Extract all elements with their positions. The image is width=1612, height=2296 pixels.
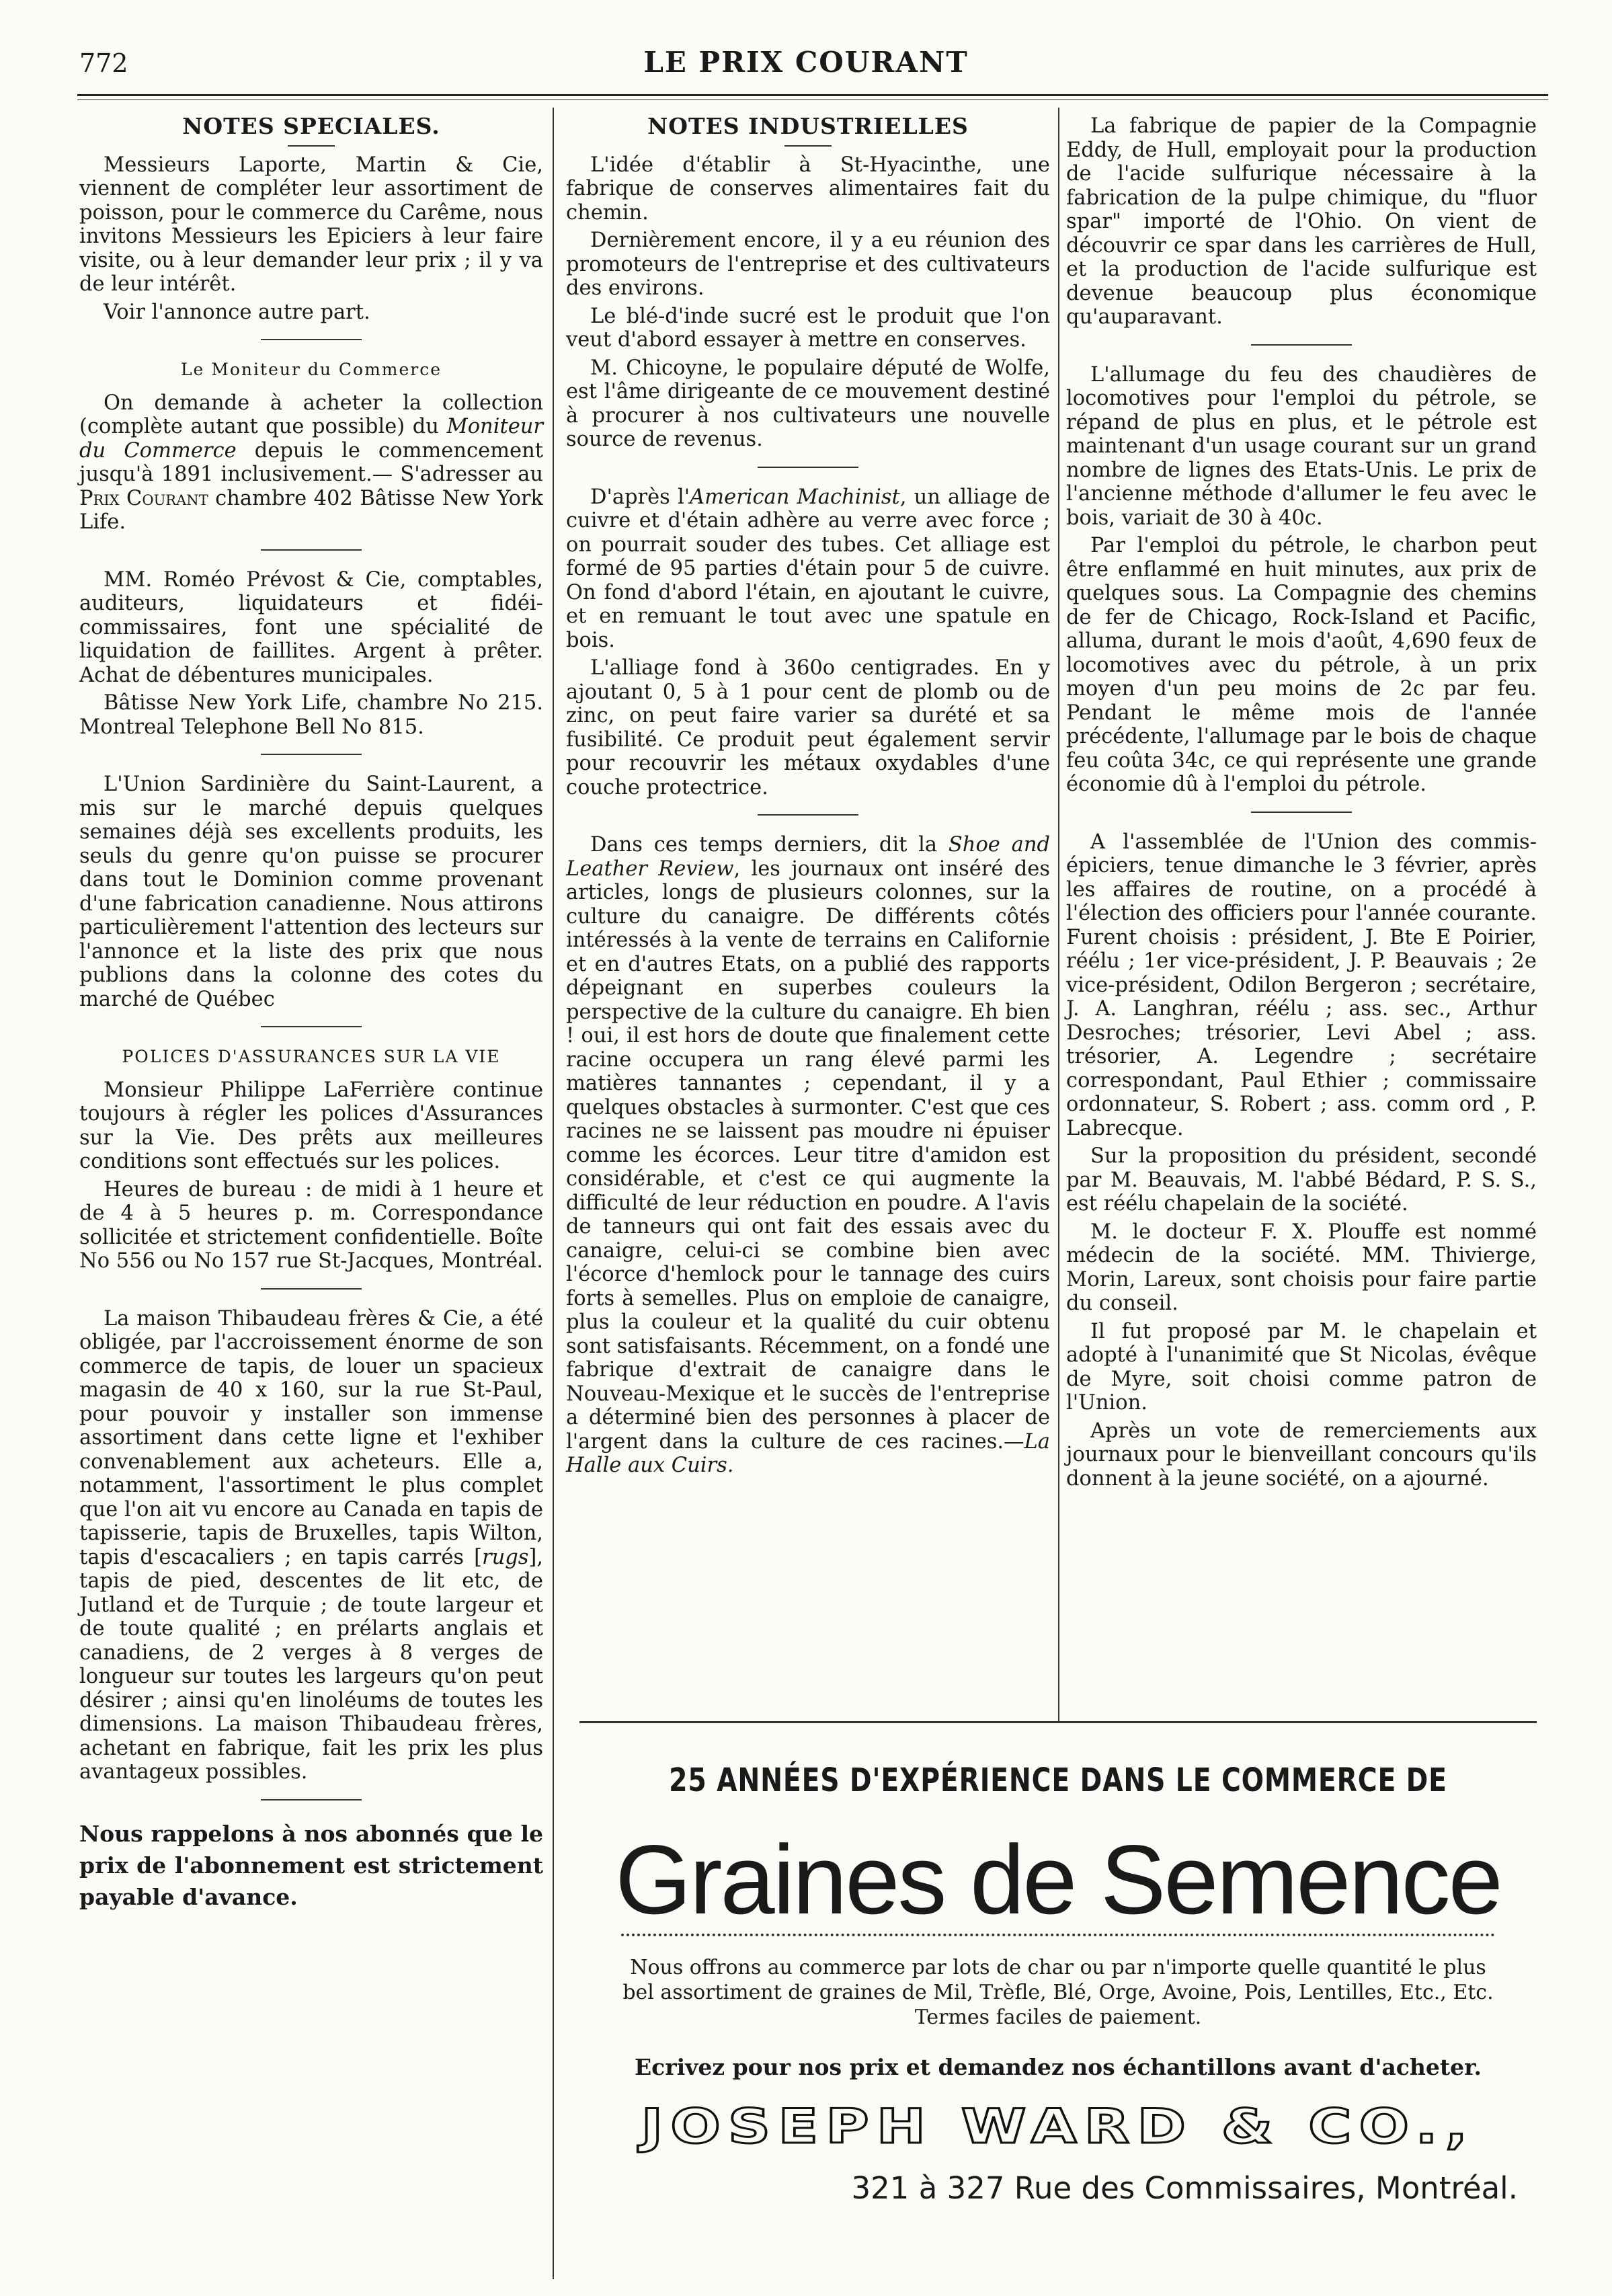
article-conserves-4: M. Chicoyne, le populaire député de Wolfe, est l'âme dirigeante de ce mouvement destiné à procurer à nos cultivateurs une nouvelle source de revenus. [566,356,1050,451]
article-conserves-3: Le blé-d'inde sucré est le produit que l'on veut d'abord essayer à mettre en conserves. [566,304,1050,352]
advertisement-rule [579,1721,1537,1723]
section-heading: NOTES SPECIALES. [182,113,440,139]
header-rule [77,94,1548,96]
ad-address: 321 à 327 Rue des Commissaires, Montréal. [851,2170,1518,2206]
article-conserves-2: Dernièrement encore, il y a eu réunion des promoteurs de l'entreprise et des cultivateurs des environs. [566,229,1050,300]
article-canaigre: Dans ces temps derniers, dit la Shoe and Leather Review, les journaux ont inséré des articles, longs de plusieurs colonnes, sur la culture du canaigre. De différents côtés intéressés à la vente de terrains en Californie et en d'autres Etats, on a publié des rapports dépeignant en superbes couleurs la perspective de la culture du canaigre. Eh bien ! oui, il est hors de doute que finalement cette racine occupera un rang élevé parmi les matières tannantes ; cependant, il y a quelques obstacles à surmonter. C'est que ces racines ne se laissent pas moudre ni épuiser comme les écorces. Leur titre d'amidon est considérable, et c'est ce qui augmente la difficulté de leur réduction en poudre. A l'avis de tanneurs qui ont fait des essais avec du canaigre, celui-ci se combine bien avec l'écorce d'hemlock pour le tannage des cuirs forts à semelles. Plus on emploie de canaigre, plus la couleur et la qualité du cuir obtenu sont satisfaisants. Récemment, on a fondé une fabrique d'extrait de canaigre dans le Nouveau-Mexique et le succès de l'entreprise a déterminé bien des personnes à placer de l'argent dans la culture de ces racines.—La Halle aux Cuirs. [566,833,1051,1477]
article-union-commis-3: M. le docteur F. X. Plouffe est nommé médecin de la société. MM. Thivierge, Morin, Lareux, sont choisis pour faire partie du conseil. [1066,1220,1537,1315]
article-sardiniere: L'Union Sardinière du Saint-Laurent, a mis sur le marché depuis quelques semaines déjà ses excellents produits, les seuls du genre qu'on puisse se procurer dans tout le Dominion comme provenant d'une fabrication canadienne. Nous attirons particulièrement l'attention des lecteurs sur l'annonce et la liste des prix que nous publions dans la colonne des cotes du marché de Québec [79,773,543,1011]
ad-product-title: Graines de Semence [615,1825,1501,1934]
article-moniteur: On demande à acheter la collection (complète autant que possible) du Moniteur du Commerce depuis le commencement jusqu'à 1891 inclusivement.— S'adresser au Prix Courant chambre 402 Bâtisse New York Life. [79,391,543,534]
column-divider-right [1058,108,1059,1721]
column-notes-speciales [79,114,543,2272]
separator [261,339,362,340]
article-thibaudeau: La maison Thibaudeau frères & Cie, a été obligée, par l'accroissement énorme de son commerce de tapis, de louer un spacieux magasin de 40 x 160, sur la rue St-Paul, pour pouvoir y installer son immense assortiment dans cette ligne et l'exhiber convenablement aux acheteurs. Elle a, notamment, l'assortiment le plus complet que l'on ait vu encore au Canada en tapis de tapisserie, tapis de Bruxelles, tapis Wilton, tapis d'escacaliers ; en tapis carrés [rugs], tapis de pied, descentes de lit etc, de Jutland et de Turquie ; de toute largeur et de toute qualité ; en prélarts anglais et canadiens, de 2 verges à 8 verges de longueur sur toutes les largeurs qu'on peut désirer ; ainsi qu'en linoléums de toutes les dimensions. La maison Thibaudeau frères, achetant en fabrique, fait les prix les plus avantageux possibles. [79,1306,543,1784]
separator [261,1026,362,1027]
separator [1251,344,1352,346]
article-alliage-2: L'alliage fond à 360o centigrades. En y ajoutant 0, 5 à 1 pour cent de plomb ou de zinc, on peut faire varier sa durété et sa fusibilité. Ce produit peut également servir pour recouvrir les métaux oxydables d'une couche protectrice. [566,656,1050,799]
publication-title: LE PRIX COURANT [643,46,969,79]
column-three [1066,114,1537,1728]
subsection-title: Le Moniteur du Commerce [180,360,442,379]
article-prevost-address: Bâtisse New York Life, chambre No 215. Montreal Telephone Bell No 815. [79,691,543,739]
ad-call-to-action: Ecrivez pour nos prix et demandez nos échantillons avant d'acheter. [635,2054,1482,2080]
separator [261,1799,362,1800]
ad-offer-text: Nous offrons au commerce par lots de char ou par n'importe quelle quantité le plus bel assortiment de graines de Mil, Trèfle, Blé, Orge, Avoine, Pois, Lentilles, Etc., Etc. Termes faciles de paiement. [622,1956,1494,2029]
separator [261,1288,362,1290]
article-petrole-2: Par l'emploi du pétrole, le charbon peut être enflammé en huit minutes, aux prix de quelques sous. La Compagnie des chemins de fer de Chicago, Rock-Island et Pacific, alluma, durant le mois d'août, 4,690 feux de locomotives avec du pétrole, à un prix moyen d'un peu moins de 2c par feu. Pendant le même mois de l'année précédente, l'allumage par le bois de chaque feu coûta 34c, ce qui représente une grande économie dû à l'emploi du pétrole. [1066,534,1537,796]
article-conserves: L'idée d'établir à St-Hyacinthe, une fabrique de conserves alimentaires fait du chemin. [566,153,1050,225]
article-union-commis-4: Il fut proposé par M. le chapelain et adopté à l'unanimité que St Nicolas, évêque de Myre, soit choisi comme patron de l'Union. [1066,1319,1537,1415]
ad-experience-line: 25 ANNÉES D'EXPÉRIENCE DANS LE COMMERCE DE [669,1761,1447,1799]
separator [1251,811,1352,813]
page-number: 772 [79,48,128,78]
article-laporte: Messieurs Laporte, Martin & Cie, viennent de compléter leur assortiment de poisson, pour le commerce du Carême, nous invitons Messieurs les Epiciers à leur faire visite, ou à leur demander leur prix ; il y va de leur intérêt. [79,153,543,296]
separator [261,549,362,551]
separator [758,467,858,468]
article-union-commis-2: Sur la proposition du président, secondé par M. Beauvais, M. l'abbé Bédard, P. S. S., est réélu chapelain de la société. [1066,1144,1537,1216]
article-polices-hours: Heures de bureau : de midi à 1 heure et de 4 à 5 heures p. m. Correspondance sollicitée et strictement confidentielle. Boîte No 556 ou No 157 rue St-Jacques, Montréal. [79,1177,543,1273]
separator [288,145,335,147]
article-union-commis: A l'assemblée de l'Union des commis-épiciers, tenue dimanche le 3 février, après les affaires de routine, on a procédé à l'élection des officiers pour l'année courante. Furent choisis : président, J. Bte E Poirier, réélu ; 1er vice-président, J. P. Beauvais ; 2e vice-président, Odilon Bergeron ; secrétaire, J. A. Langhran, réélu ; ass. sec., Arthur Desroches; trésorier, Levi Abel ; ass. trésorier, A. Legendre ; secrétaire correspondant, Paul Ethier ; commissaire ordonnateur, S. Robert ; ass. comm ord , P. Labrecque. [1066,830,1537,1140]
subsection-title: POLICES D'ASSURANCES SUR LA VIE [122,1047,501,1066]
separator [261,754,362,755]
seed-advertisement [579,1741,1537,2272]
article-union-commis-5: Après un vote de remerciements aux journaux pour le bienveillant concours qu'ils donnent à la jeune société, on a ajourné. [1066,1419,1537,1491]
ad-company-name: JOSEPH WARD & CO., [641,2099,1476,2154]
separator [784,145,832,147]
article-polices: Monsieur Philippe LaFerrière continue toujours à régler les polices d'Assurances sur la Vie. Des prêts aux meilleures conditions sont effectués sur les polices. [79,1078,543,1173]
article-eddy: La fabrique de papier de la Compagnie Eddy, de Hull, employait pour la production de l'acide sulfurique nécessaire à la fabrication de la pulpe chimique, du "fluor spar" importé de l'Ohio. On vient de découvrir ce spar dans les carrières de Hull, et la production de l'acide sulfurique est devenue beaucoup plus économique qu'auparavant. [1066,114,1537,329]
article-prevost: MM. Roméo Prévost & Cie, comptables, auditeurs, liquidateurs et fidéi-commissaires, font une spécialité de liquidation de faillites. Argent à prêter. Achat de débentures municipales. [79,567,543,687]
section-heading: NOTES INDUSTRIELLES [647,113,969,139]
article-alliage: D'après l'American Machinist, un alliage de cuivre et d'étain adhère au verre avec force ; on pourrait souder des tubes. Cet alliage est formé de 95 parties d'étain pour 5 de cuivre. On fond d'abord l'étain, en ajoutant le cuivre, et en remuant le tout avec une spatule en bois. [566,485,1050,652]
separator [758,814,858,816]
subscription-notice: Nous rappelons à nos abonnés que le prix de l'abonnement est strictement payable d'avance. [79,1820,543,1910]
column-divider-left [553,108,554,2279]
article-petrole: L'allumage du feu des chaudières de locomotives pour l'emploi du pétrole, se répand de plus en plus, et le pétrole est maintenant d'un usage courant sur un grand nombre de lignes des Etats-Unis. Le prix de l'ancienne méthode d'allumer le feu avec le bois, variait de 30 à 40c. [1066,362,1537,530]
article-laporte-note: Voir l'annonce autre part. [104,300,370,324]
column-notes-industrielles [566,114,1050,1728]
